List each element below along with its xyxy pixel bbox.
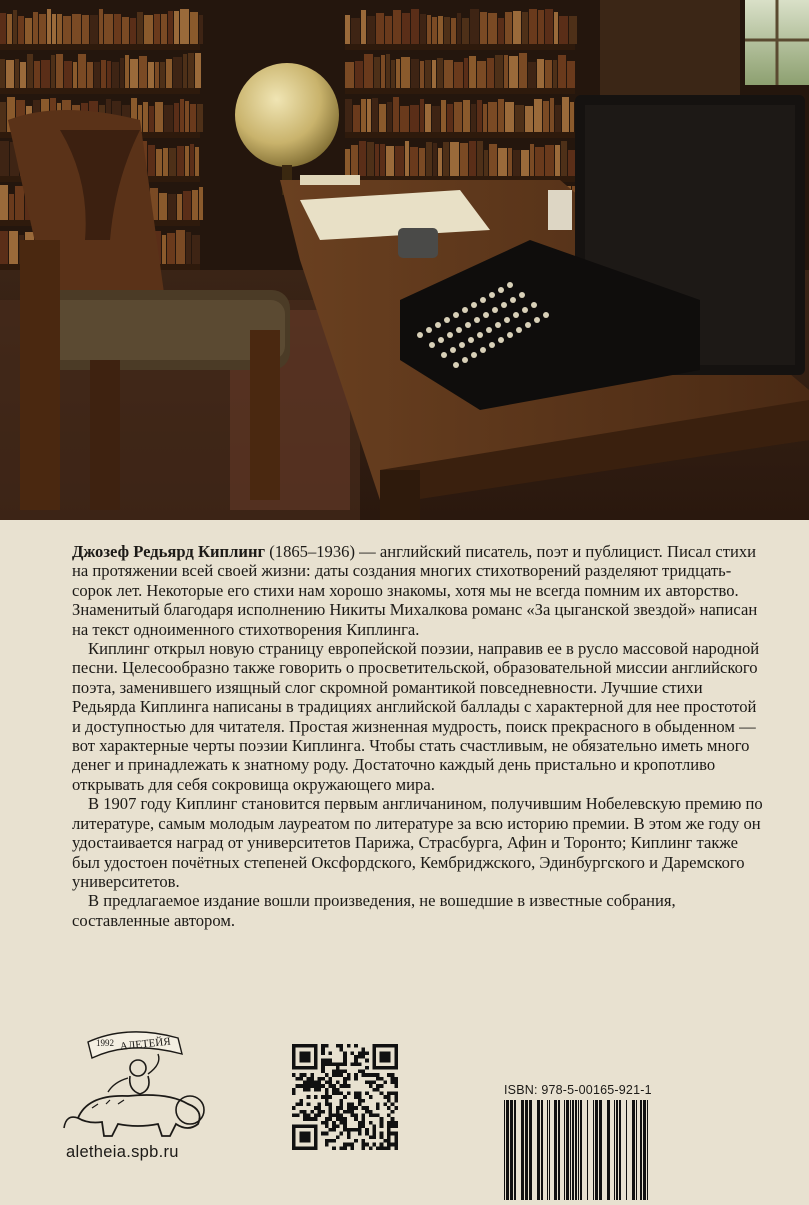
annotation-paragraph-2: Киплинг открыл новую страницу европейской поэзии, направив ее в русло массовой народной песни. Целесообразно также говорить о просветительской, образовательной миссии английского поэта, заменившего изящный слог скромной романтикой повседневности. Лучшие стихи Редьярда Киплинга написаны в традициях английской баллады с характерной для нее простотой и доступностью для читателя. Простая жизненная мудрость, поиск прекрасного в обыденном — вот характерные черты поэзии Киплинга. Чтобы стать счастливым, не обязательно иметь много денег и принадлежать к знатному роду. Достаточно каждый день пристально и кропотливо открывать для себя сокровища окружающего мира.	[72, 639, 760, 794]
logo-name: АЛЕТЕЙЯ	[119, 1035, 172, 1053]
cover-photo	[0, 0, 809, 520]
author-name: Джозеф Редьярд Киплинг	[72, 542, 266, 561]
isbn-barcode	[502, 1100, 650, 1200]
barcode-icon	[502, 1100, 650, 1200]
study-room-photo-icon	[0, 0, 809, 520]
annotation-paragraph-3: В 1907 году Киплинг становится первым англичанином, получившим Нобелевскую премию по литературе, самым молодым лауреатом по литературе за всю историю премии. В этом же году он удостаивается наград от университетов Парижа, Страсбурга, Афин и Торонто; Киплинг также был удостоен почётных степеней Оксфордского, Кембриджского, Эдинбургского и Даремского университетов.	[72, 794, 763, 891]
qr-code-icon	[292, 1044, 398, 1150]
annotation-paragraph-1-text: (1865–1936) — английский писатель, поэт и публицист. Писал стихи на протяжении всей своей жизни: даты создания многих стихотворений разделяют тридцать-сорок лет. Некоторые его стихи нам хорошо знакомы, хотя мы не всегда помним их авторство. Знаменитый благодаря исполнению Никиты Михалкова романс «За цыганской звездой» написан на текст одноименного стихотворения Киплинга.	[72, 542, 758, 639]
publisher-logo	[58, 1024, 218, 1140]
annotation-paragraph-1	[72, 542, 768, 639]
isbn-label: ISBN: 978-5-00165-921-1	[504, 1083, 652, 1097]
book-annotation	[72, 542, 768, 930]
qr-code	[292, 1044, 398, 1150]
aletheia-logo-icon	[58, 1024, 218, 1140]
publisher-url[interactable]: aletheia.spb.ru	[66, 1143, 179, 1161]
annotation-paragraph-4: В предлагаемое издание вошли произведения, не вошедшие в известные собрания, составленные автором.	[72, 891, 676, 930]
logo-year: 1992	[96, 1038, 114, 1048]
